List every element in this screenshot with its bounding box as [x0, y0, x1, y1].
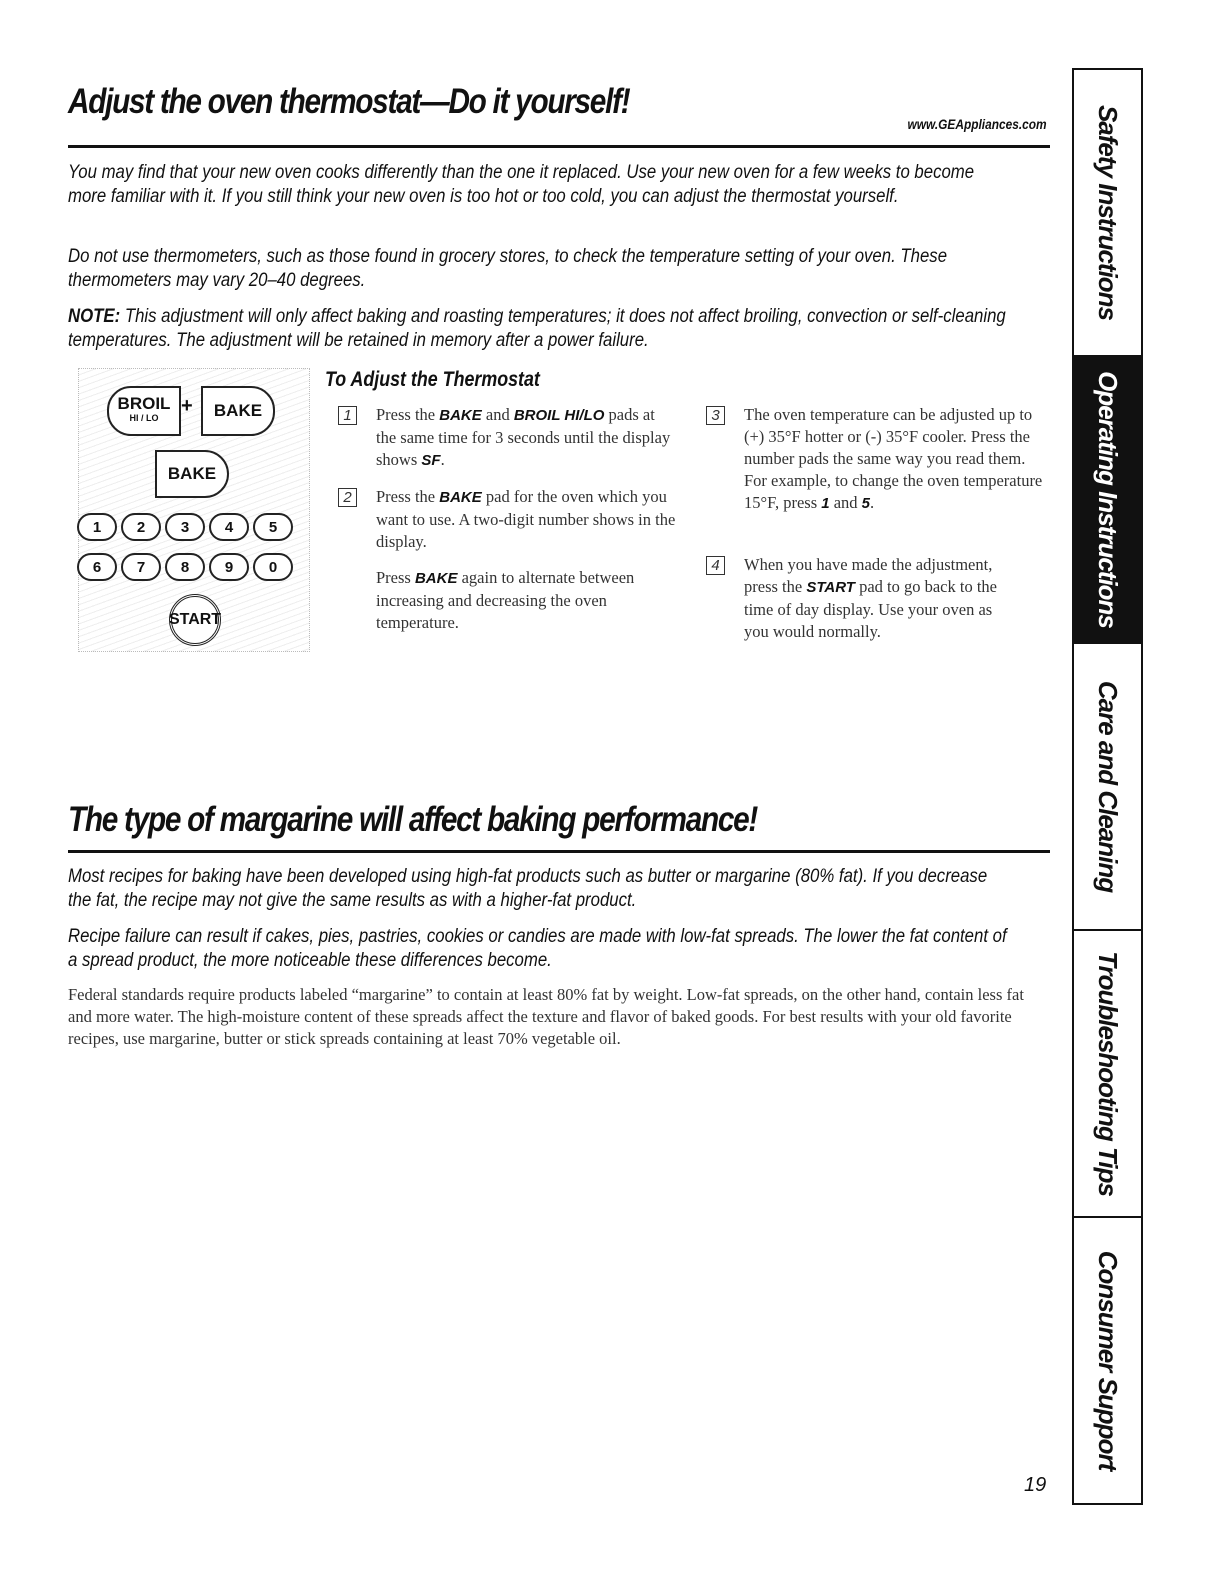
step-text: Press the BAKE and BROIL HI/LO pads at the same time for 3 seconds until the display shows SF. — [376, 405, 671, 469]
step-text: When you have made the adjustment, press the START pad to go back to the time of day display. Use your oven as you would normally. — [744, 555, 997, 641]
broil-sub-label: HI / LO — [129, 413, 159, 423]
keypad-illustration — [78, 368, 310, 652]
start-pad: START — [169, 594, 221, 646]
note-paragraph — [68, 304, 1014, 352]
digit-pad-4: 4 — [209, 513, 249, 541]
step-number: 1 — [338, 406, 357, 425]
step-number: 3 — [706, 406, 725, 425]
tab-operating-instructions[interactable]: Operating Instructions — [1072, 355, 1143, 642]
digit-pad-1: 1 — [77, 513, 117, 541]
digit-pad-0: 0 — [253, 553, 293, 581]
step-text: Press the BAKE pad for the oven which you want to use. A two-digit number shows in the display. Press BAKE again to alternate between increasing and decreasing the oven temperature. — [376, 487, 676, 632]
tab-troubleshooting-tips[interactable]: Troubleshooting Tips — [1072, 929, 1143, 1216]
broil-pad — [107, 386, 181, 436]
tab-care-and-cleaning[interactable]: Care and Cleaning — [1072, 642, 1143, 929]
divider — [68, 145, 1050, 148]
intro-paragraph: You may find that your new oven cooks differently than the one it replaced. Use your new oven for a few weeks to become more familiar with it. If you still think your new oven is too hot or too cold, you can adjust the thermostat yourself. — [68, 161, 975, 207]
step-number: 2 — [338, 488, 357, 507]
digit-pad-2: 2 — [121, 513, 161, 541]
digit-pad-5: 5 — [253, 513, 293, 541]
plus-sign: + — [181, 395, 193, 417]
tab-consumer-support[interactable]: Consumer Support — [1072, 1216, 1143, 1505]
broil-label: BROIL — [117, 394, 171, 413]
website-url: www.GEAppliances.com — [907, 116, 1047, 132]
digit-pad-9: 9 — [209, 553, 249, 581]
digit-pad-6: 6 — [77, 553, 117, 581]
note-label: NOTE: — [68, 305, 121, 327]
digit-pad-8: 8 — [165, 553, 205, 581]
digit-pad-3: 3 — [165, 513, 205, 541]
margarine-paragraph-1: Most recipes for baking have been developed using high-fat products such as butter or margarine (80% fat). If you decrease the fat, the recipe may not give the same results as with a higher-fat product. — [68, 865, 988, 911]
thermometer-warning: Do not use thermometers, such as those found in grocery stores, to check the temperature setting of your oven. These thermometers may vary 20–40 degrees. — [68, 245, 948, 291]
subheading: To Adjust the Thermostat — [325, 368, 540, 391]
step-text: The oven temperature can be adjusted up to (+) 35°F hotter or (-) 35°F cooler. Press the number pads the same way you read them. For example, to change the oven temperature 15°F, press 1 and 5. — [744, 405, 1043, 512]
section-tabs — [1072, 68, 1143, 1505]
bake-pad: BAKE — [201, 386, 275, 436]
bake-pad-2: BAKE — [155, 450, 229, 498]
section-title-margarine: The type of margarine will affect baking performance! — [68, 800, 758, 839]
tab-safety-instructions[interactable]: Safety Instructions — [1072, 68, 1143, 355]
note-text: This adjustment will only affect baking and roasting temperatures; it does not affect broiling, convection or self-cleaning temperatures. The adjustment will be retained in memory after a power failure. — [68, 305, 1006, 351]
step-number: 4 — [706, 556, 725, 575]
margarine-paragraph-3: Federal standards require products labeled “margarine” to contain at least 80% fat by weight. Low-fat spreads, on the other hand, contain less fat and more water. The high-moisture content of these spreads affect the texture and flavor of baked goods. For best results with your old favorite recipes, use margarine, butter or stick spreads containing at least 70% vegetable oil. — [68, 985, 1024, 1048]
section-title-thermostat: Adjust the oven thermostat—Do it yourself! — [68, 82, 630, 121]
margarine-paragraph-2: Recipe failure can result if cakes, pies, pastries, cookies or candies are made with low-fat spreads. The lower the fat content of a spread product, the more noticeable these differences become. — [68, 925, 1007, 971]
digit-pad-7: 7 — [121, 553, 161, 581]
divider — [68, 850, 1050, 853]
page-number: 19 — [1024, 1474, 1047, 1496]
